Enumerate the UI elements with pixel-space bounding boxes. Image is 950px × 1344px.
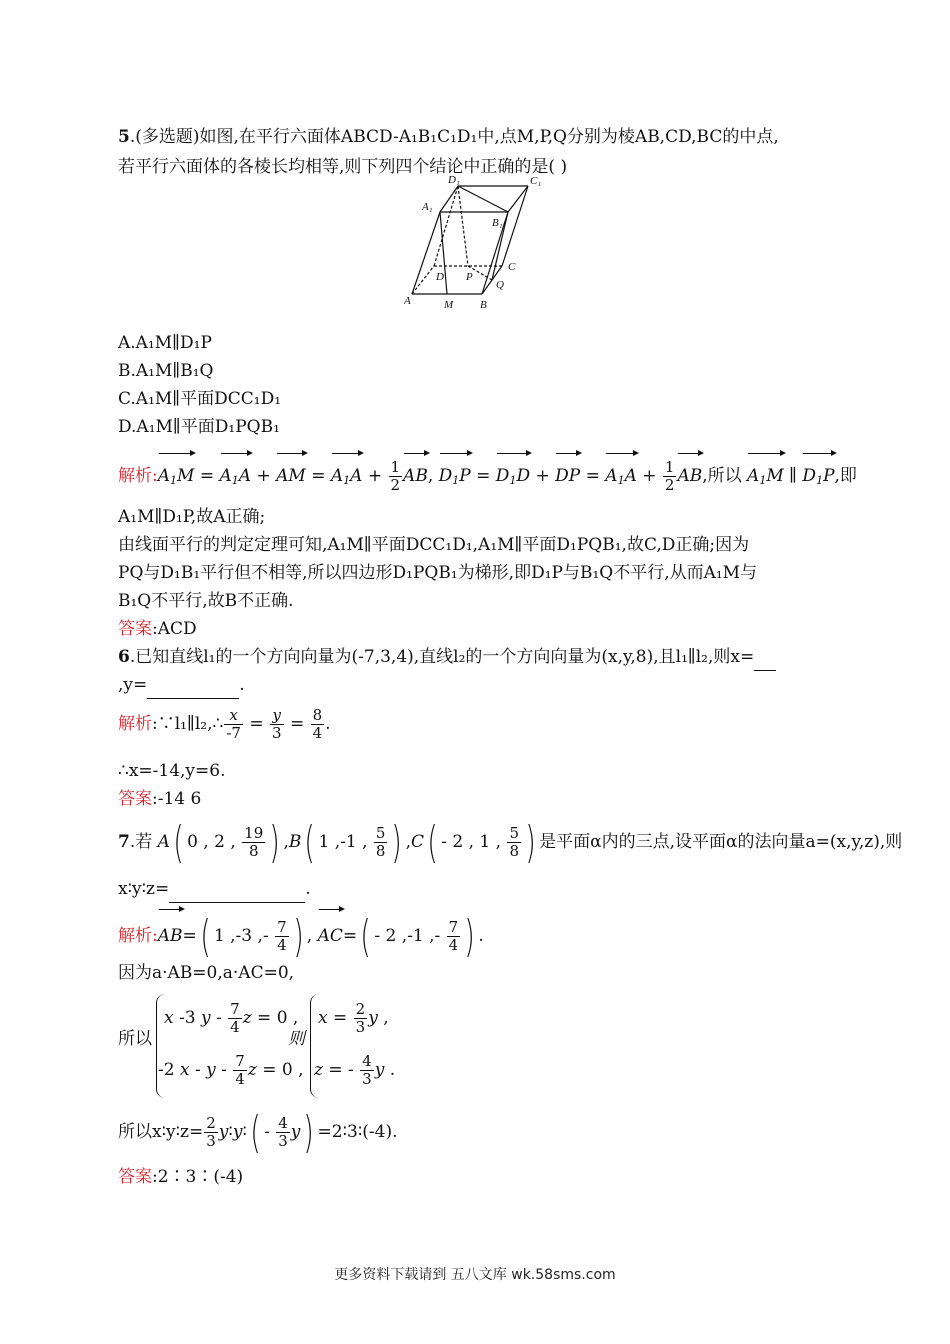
q6-stem-y: ,y=: [118, 675, 148, 695]
q6-number: 6: [118, 647, 130, 667]
q7-stem-ratio: x∶y∶z=: [118, 879, 170, 899]
q5-analysis-line2: A₁M∥D₁P,故A正确;: [118, 507, 266, 527]
label-B: B: [480, 299, 487, 311]
label-M: M: [444, 299, 454, 311]
label-A: A: [404, 295, 411, 307]
q6-stem-line2: ,y= .: [118, 672, 245, 699]
q7-eq2: -2 x - y - $\frac{7}{4}$ z = 0 ,: [158, 1052, 304, 1088]
q5-stem-line2: 若平行六面体的各棱长均相等,则下列四个结论中正确的是( ): [118, 157, 568, 177]
q7-final: 所以x∶y∶z= $\frac{2}{3}$ y∶y∶( - $\frac{4}{3}$ y) =2∶3∶(-4).: [118, 1106, 398, 1158]
q7-because: 因为a·AB=0,a·AC=0,: [118, 963, 295, 983]
q5-answer-label: 答案: [118, 619, 152, 639]
q7-analysis-line1: 解析:AB=( 1 ,-3 ,- $\frac{7}{4}$ ) , AC=( - 2 ,-1 ,- $\frac{7}{4}$ ) .: [118, 906, 484, 960]
q7-final-result: =2∶3∶(-4).: [317, 1122, 398, 1142]
q5-analysis-line4: PQ与D₁B₁平行但不相等,所以四边形D₁PQB₁为梯形,即D₁P与B₁Q不平行,从而A₁M与: [118, 563, 758, 583]
q5-analysis-line5: B₁Q不平行,故B不正确.: [118, 591, 294, 611]
q7-answer-label: 答案: [118, 1167, 152, 1187]
q5-analysis-line3: 由线面平行的判定定理可知,A₁M∥平面DCC₁D₁,A₁M∥平面D₁PQB₁,故C,D正确;因为: [118, 535, 750, 555]
q6-blank-x[interactable]: [754, 644, 776, 671]
q7-ze: 则: [288, 1029, 305, 1049]
q5-analysis-label: 解析: [118, 466, 152, 486]
q7-sol1: x = $\frac{2}{3}$ y ,: [318, 1000, 389, 1036]
q6-analysis: 解析:∵l₁∥l₂,∴ $\frac{x}{-7}$ = $\frac{y}{3}$ = $\frac{8}{4}$ .: [118, 706, 331, 742]
q7-stem-line1: 7.若 A( 0 , 2 , $\frac{19}{8}$ ) ,B( 1 ,-1 , $\frac{5}{8}$ ) ,C( - 2 , 1 , $\frac{5}{8}$ ) 是平面α内的三点,设平面α的法向量a=(x,y,z),则: [118, 816, 903, 868]
q5-number: 5: [118, 127, 130, 147]
q5-analysis-line1: 解析$:A_1M = A_1A$ + AM = $A_1A$ + $\frac{1}{2}$ AB, $D_1P = D_1D$ + DP = $A_1A$ + $\frac{1}{2}$ AB,所以 $A_1M$ ∥ $D_1P$,即: [118, 450, 857, 501]
q7-answer: [118, 1164, 243, 1190]
q7-stem-line2: x∶y∶z= .: [118, 876, 311, 903]
q7-analysis-label: 解析: [118, 926, 152, 946]
q7-eq1: x -3 y - $\frac{7}{4}$ z = 0 ,: [164, 1000, 299, 1036]
q5-option-a: A.A₁M∥D₁P: [118, 333, 212, 353]
q5-answer: [118, 616, 197, 642]
label-B1: B₁: [492, 217, 503, 229]
q5-stem-line1: [118, 124, 779, 150]
q5-stem-text: .(多选题)如图,在平行六面体ABCD-A₁B₁C₁D₁中,点M,P,Q分别为棱AB,CD,BC的中点,: [129, 127, 779, 147]
q7-stem-text: 是平面α内的三点,设平面α的法向量a=(x,y,z),则: [539, 832, 903, 852]
q6-blank-y[interactable]: [147, 672, 239, 699]
footer-source: 更多资料下载请到 五八文库 wk.58sms.com: [334, 1267, 616, 1283]
q6-answer-label: 答案: [118, 789, 152, 809]
label-A1: A₁: [422, 201, 433, 213]
parallelepiped-figure: [404, 176, 574, 316]
q7-number: 7: [118, 832, 130, 852]
label-D: D: [436, 271, 444, 283]
q6-analysis-text: :∵l₁∥l₂,∴: [152, 714, 224, 734]
label-C: C: [508, 261, 516, 273]
q6-answer-value: :-14 6: [152, 789, 202, 809]
q5-option-d: D.A₁M∥平面D₁PQB₁: [118, 417, 280, 437]
q7-suoyi: 所以: [118, 1029, 152, 1049]
label-Q: Q: [496, 279, 504, 291]
label-C1: C₁: [530, 176, 542, 187]
q7-blank[interactable]: [169, 876, 305, 903]
q5-answer-value: :ACD: [152, 619, 197, 639]
q6-result: ∴x=-14,y=6.: [118, 761, 226, 781]
q5-option-b: B.A₁M∥B₁Q: [118, 361, 214, 381]
q7-sol2: z = - $\frac{4}{3}$ y .: [314, 1052, 396, 1088]
q7-answer-value: :2∶3∶(-4): [152, 1167, 244, 1187]
label-D1: D₁: [448, 176, 460, 186]
q6-answer: [118, 786, 201, 812]
q6-stem-text: .已知直线l₁的一个方向向量为(-7,3,4),直线l₂的一个方向向量为(x,y,8),且l₁∥l₂,则x=: [129, 647, 755, 667]
q7-final-text: 所以x∶y∶z=: [118, 1122, 204, 1142]
label-P: P: [466, 271, 473, 283]
q6-stem-line1: [118, 644, 776, 671]
q5-option-c: C.A₁M∥平面DCC₁D₁: [118, 389, 282, 409]
q6-analysis-label: 解析: [118, 714, 152, 734]
